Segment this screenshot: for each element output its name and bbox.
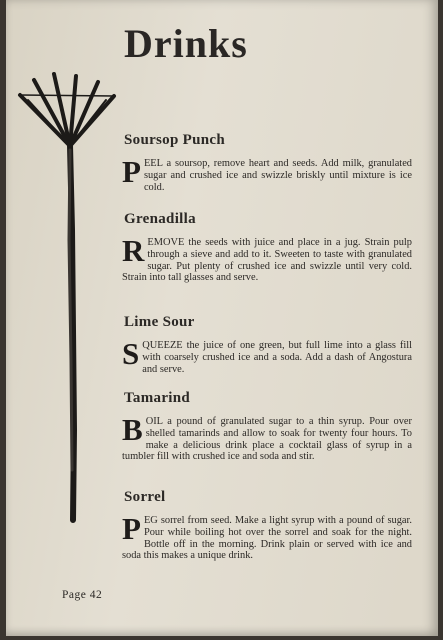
drop-cap: P bbox=[122, 511, 141, 546]
recipe-title: Soursop Punch bbox=[124, 132, 226, 148]
drop-cap: P bbox=[122, 154, 141, 189]
drop-cap: R bbox=[122, 233, 145, 268]
drop-cap: B bbox=[122, 412, 143, 447]
recipe-grenadilla bbox=[122, 211, 412, 284]
recipe-instructions: EEL a soursop, remove heart and seeds. Add milk, granulated sugar and crushed ice and swizzle briskly until mixture is ice cold. bbox=[143, 158, 412, 193]
recipe-title: Sorrel bbox=[124, 489, 166, 505]
recipe-title: Lime Sour bbox=[124, 314, 195, 330]
recipe-text bbox=[122, 233, 412, 284]
recipe-tamarind bbox=[122, 390, 412, 463]
page-title: Drinks bbox=[124, 21, 248, 66]
recipe-soursop-punch bbox=[122, 132, 412, 193]
recipe-text bbox=[122, 336, 412, 375]
recipe-instructions: OIL a pound of granulated sugar to a thin syrup. Pour over shelled tamarinds and allow to soak for twenty four hours. To make a delicious drink place a cocktail glass of syrup in a tumbler fill with crushed ice and soda and stir. bbox=[122, 416, 412, 463]
recipe-sorrel bbox=[122, 489, 412, 562]
recipe-instructions: EMOVE the seeds with juice and place in a jug. Strain pulp through a sieve and add to it. Sweeten to taste with granulated sugar. Put plenty of crushed ice and swizzle until very cold. Strain into tall glasses and serve. bbox=[122, 237, 412, 284]
page-number: Page 42 bbox=[62, 589, 103, 601]
recipe-title: Tamarind bbox=[124, 390, 191, 406]
recipe-text bbox=[122, 511, 412, 562]
recipe-title: Grenadilla bbox=[124, 211, 196, 227]
recipe-instructions: QUEEZE the juice of one green, but full lime into a glass fill with coarsely crushed ice and a soda. Add a dash of Angostura and serve. bbox=[142, 340, 412, 375]
recipe-instructions: EG sorrel from seed. Make a light syrup with a pound of sugar. Pour while boiling hot over the sorrel and soak for the night. Bottle off in the morning. Drink plain or served with ice and soda this makes a unique drink. bbox=[122, 515, 412, 562]
recipe-lime-sour bbox=[122, 314, 412, 375]
drop-cap: S bbox=[122, 336, 140, 371]
recipe-text bbox=[122, 154, 412, 193]
recipe-text bbox=[122, 412, 412, 463]
book-page bbox=[6, 0, 438, 636]
swizzle-stick-illustration bbox=[6, 0, 126, 636]
